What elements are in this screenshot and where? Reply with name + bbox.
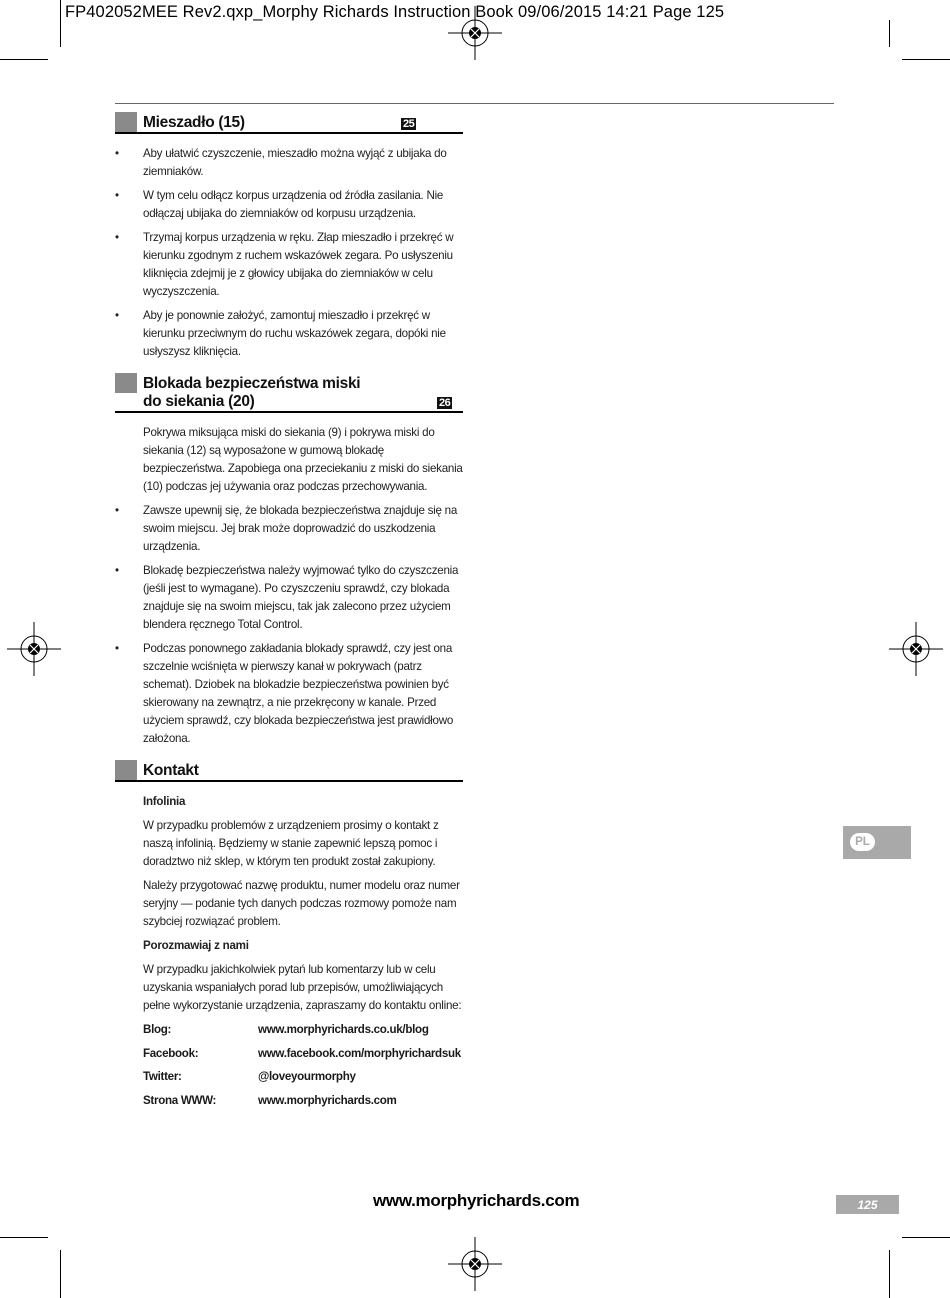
registration-mark-icon bbox=[448, 6, 502, 60]
section-blokada bbox=[115, 375, 463, 748]
contact-row bbox=[115, 1092, 463, 1110]
contact-link[interactable]: @loveyourmorphy bbox=[258, 1070, 356, 1083]
bullet-item: • Blokadę bezpieczeństwa należy wyjmować tylko do czyszczenia (jeśli jest to wymagane). Po czyszczeniu sprawdź, czy blokada znajduje się na swoim miejscu, tak jak zalecono przez użyciem blendera ręcznego Total Control. bbox=[115, 564, 459, 631]
subheading: Porozmawiaj z nami bbox=[143, 939, 249, 952]
section-heading bbox=[115, 114, 463, 134]
contact-label: Twitter: bbox=[143, 1070, 182, 1083]
heading-marker bbox=[115, 760, 137, 780]
paragraph: W przypadku problemów z urządzeniem prosimy o kontakt z naszą infolinią. Będziemy w stanie zapewnić lepszą pomoc i doradztwo niż sklep, w którym ten produkt został zakupiony. bbox=[143, 819, 439, 868]
crop-mark bbox=[60, 1250, 61, 1298]
crop-mark bbox=[0, 1237, 48, 1238]
crop-mark bbox=[889, 1250, 890, 1298]
page-number: 125 bbox=[836, 1195, 899, 1214]
section-title: Mieszadło (15) bbox=[143, 114, 245, 131]
figure-badge: 25 bbox=[403, 118, 415, 130]
bullet-item: • Podczas ponownego zakładania blokady sprawdź, czy jest ona szczelnie wciśnięta w pierwszy kanał w pokrywach (patrz schemat). Dziobek na blokadzie bezpieczeństwa powinien być skierowany na zewnątrz, a nie przekręcony w kanale. Przed użyciem sprawdź, czy blokada bezpieczeństwa jest prawidłowo założona. bbox=[115, 642, 454, 745]
bullet-item: • W tym celu odłącz korpus urządzenia od źródła zasilania. Nie odłączaj ubijaka do ziemniaków od korpusu urządzenia. bbox=[115, 189, 444, 220]
contact-label: Facebook: bbox=[143, 1046, 199, 1060]
contact-label: Strona WWW: bbox=[143, 1093, 217, 1107]
heading-marker bbox=[115, 112, 137, 132]
registration-mark-icon bbox=[448, 1237, 502, 1291]
section-title: Blokada bezpieczeństwa miski do siekania (20) bbox=[143, 375, 361, 410]
footer-website[interactable]: www.morphyrichards.com bbox=[373, 1191, 580, 1210]
bullet-item: • Zawsze upewnij się, że blokada bezpieczeństwa znajduje się na swoim miejscu. Jej brak może doprowadzić do uszkodzenia urządzenia. bbox=[115, 504, 458, 553]
main-column bbox=[115, 114, 463, 1124]
crop-mark bbox=[0, 59, 48, 60]
contact-link[interactable]: www.facebook.com/morphyrichardsuk bbox=[258, 1046, 461, 1060]
contact-link[interactable]: www.morphyrichards.co.uk/blog bbox=[258, 1023, 429, 1036]
subheading: Infolinia bbox=[143, 795, 186, 808]
section-kontakt bbox=[115, 762, 463, 1110]
contact-row bbox=[115, 1021, 463, 1039]
bullet-item: • Aby je ponownie założyć, zamontuj mieszadło i przekręć w kierunku przeciwnym do ruchu wskazówek zegara, dopóki nie usłyszysz kliknięcia. bbox=[115, 309, 446, 358]
registration-mark-icon bbox=[7, 622, 61, 676]
contact-row bbox=[115, 1045, 463, 1063]
paragraph: Należy przygotować nazwę produktu, numer modelu oraz numer seryjny — podanie tych danych podczas rozmowy pomoże nam szybciej rozwiązać problem. bbox=[143, 879, 460, 928]
crop-mark bbox=[902, 59, 950, 60]
registration-mark-icon bbox=[889, 622, 943, 676]
language-tab bbox=[843, 826, 911, 859]
crop-mark bbox=[60, 0, 61, 47]
contact-link[interactable]: www.morphyrichards.com bbox=[258, 1093, 397, 1107]
section-heading bbox=[115, 375, 463, 413]
top-rule bbox=[115, 103, 834, 104]
section-title: Kontakt bbox=[143, 762, 199, 779]
contact-row bbox=[115, 1068, 463, 1086]
print-slug-line: FP402052MEE Rev2.qxp_Morphy Richards Instruction Book 09/06/2015 14:21 Page 125 bbox=[65, 3, 725, 21]
bullet-item: • Aby ułatwić czyszczenie, mieszadło można wyjąć z ubijaka do ziemniaków. bbox=[115, 147, 447, 178]
section-mieszadlo bbox=[115, 114, 463, 361]
paragraph: W przypadku jakichkolwiek pytań lub komentarzy lub w celu uzyskania wspaniałych porad lub przepisów, umożliwiających pełne wykorzystanie urządzenia, zapraszamy do kontaktu online: bbox=[143, 963, 462, 1012]
crop-mark bbox=[889, 20, 890, 47]
section-heading bbox=[115, 762, 463, 782]
bullet-item: • Trzymaj korpus urządzenia w ręku. Złap mieszadło i przekręć w kierunku zgodnym z ruchem wskazówek zegara. Po usłyszeniu kliknięcia zdejmij je z głowicy ubijaka do ziemniaków w celu wyczyszczenia. bbox=[115, 231, 454, 298]
contact-label: Blog: bbox=[143, 1023, 172, 1036]
language-code: PL bbox=[850, 833, 875, 851]
crop-mark bbox=[902, 1237, 950, 1238]
intro-paragraph: Pokrywa miksująca miski do siekania (9) i pokrywa miski do siekania (12) są wyposażone w gumową blokadę bezpieczeństwa. Zapobiega ona przeciekaniu z miski do siekania (10) podczas jej używania oraz podczas przechowywania. bbox=[143, 426, 463, 493]
figure-badge: 26 bbox=[439, 397, 451, 409]
heading-marker bbox=[115, 373, 137, 393]
